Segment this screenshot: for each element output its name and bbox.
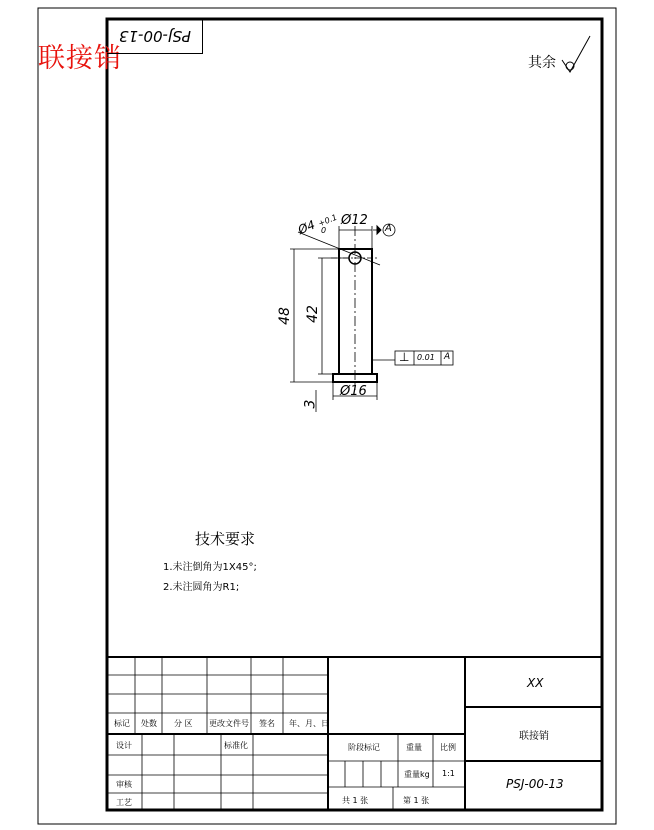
- process-label: 工艺: [116, 798, 132, 807]
- rev-header-count: 处数: [141, 719, 157, 728]
- rev-header-zone: 分 区: [174, 719, 193, 728]
- sheet-number: 第 1 张: [403, 796, 430, 805]
- dim-head-thickness: 3: [302, 399, 319, 409]
- tol-datum: A: [444, 352, 451, 362]
- design-label: 设计: [116, 741, 132, 750]
- roughness-note: 其余: [528, 55, 556, 71]
- drawing-number: PSJ-00-13: [506, 777, 564, 791]
- stage-mark-label: 阶段标记: [348, 743, 380, 752]
- dim-hole-dia: Ø4: [296, 217, 318, 237]
- scale-label: 比例: [440, 743, 456, 752]
- rev-header-docno: 更改文件号: [209, 719, 249, 728]
- dim-total-length: 48: [276, 307, 293, 325]
- weight-label: 重量: [406, 743, 422, 752]
- dim-inner-length: 42: [304, 305, 321, 323]
- review-label: 审核: [116, 780, 132, 789]
- note-item: 1.未注倒角为1X45°;: [163, 562, 257, 573]
- note-item: 2.未注圆角为R1;: [163, 582, 240, 593]
- inner-frame: [107, 19, 602, 810]
- dim-hole-tol-zero: 0: [321, 226, 327, 235]
- tol-value: 0.01: [417, 353, 435, 362]
- weight-unit: 重量kg: [404, 770, 430, 779]
- notes-title: 技术要求: [195, 530, 256, 548]
- sheets-total: 共 1 张: [342, 796, 369, 805]
- rev-header-mark: 标记: [114, 719, 130, 728]
- scale-value: 1:1: [442, 769, 455, 778]
- part-name-label: 联接销: [38, 43, 122, 74]
- roughness-symbol-icon: [562, 36, 590, 72]
- dim-hole-tol: +0.1: [317, 212, 339, 229]
- company-name: XX: [527, 676, 544, 690]
- dim-head-dia: Ø12: [341, 213, 368, 228]
- dim-collar-dia: Ø16: [340, 384, 367, 399]
- rev-header-sign: 签名: [259, 719, 275, 728]
- datum-label: A: [385, 223, 392, 234]
- standardize-label: 标准化: [224, 741, 248, 750]
- part-name-cell: 联接销: [519, 731, 549, 742]
- rev-header-date: 年、月、日: [289, 719, 329, 728]
- drawing-code-box: [107, 19, 203, 54]
- drawing-code-rotated: PSJ-00-13: [119, 27, 191, 46]
- tol-symbol: ⊥: [399, 350, 410, 364]
